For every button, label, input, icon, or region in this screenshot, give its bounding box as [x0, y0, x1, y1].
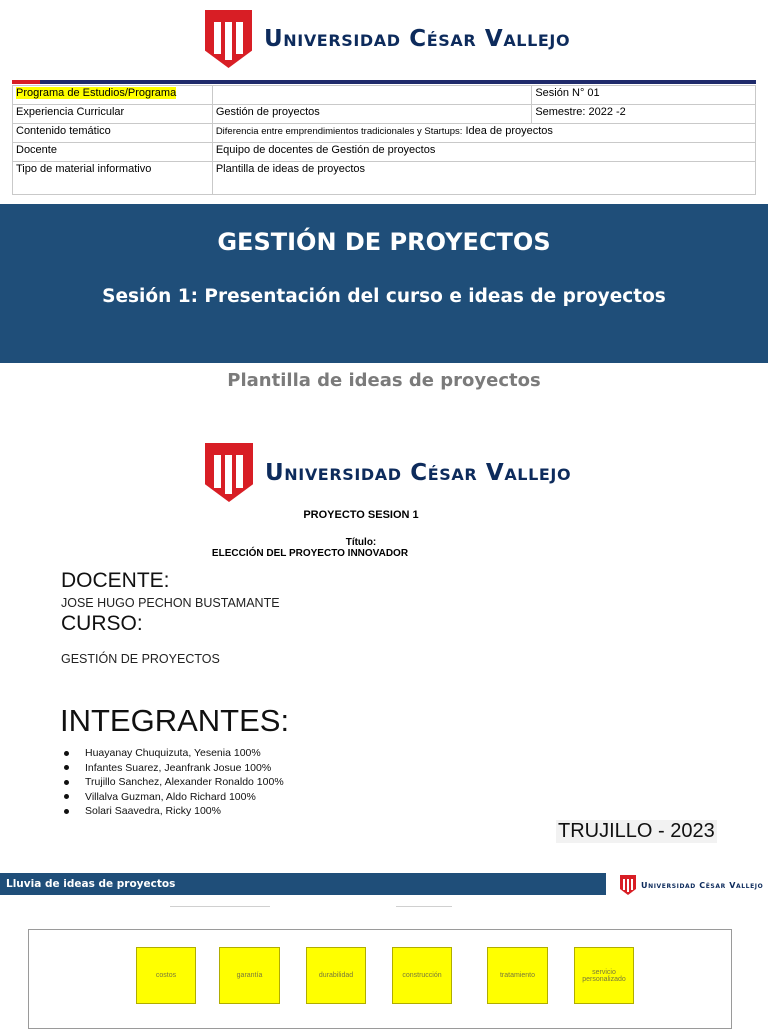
- content-value-2: Idea de proyectos: [465, 125, 553, 137]
- curso-name: GESTIÓN DE PROYECTOS: [61, 652, 220, 666]
- teacher-value: Equipo de docentes de Gestión de proyectos: [212, 143, 755, 162]
- teacher-label: Docente: [13, 143, 213, 162]
- table-row: [13, 162, 756, 195]
- curricular-value: Gestión de proyectos: [212, 105, 532, 124]
- template-title: Plantilla de ideas de proyectos: [227, 370, 541, 391]
- sticky-note: servicio personalizado: [574, 947, 634, 1004]
- curso-label: CURSO:: [61, 612, 143, 635]
- list-item: Solari Saavedra, Ricky 100%: [64, 804, 284, 819]
- title-label: Título:: [345, 537, 377, 548]
- sticky-note: costos: [136, 947, 196, 1004]
- list-item: Huayanay Chuquizuta, Yesenia 100%: [64, 746, 284, 761]
- table-row: [13, 143, 756, 162]
- project-heading: PROYECTO SESION 1: [303, 509, 419, 521]
- table-row: [13, 86, 756, 105]
- bullet-icon: [64, 794, 69, 799]
- banner-title: GESTIÓN DE PROYECTOS: [217, 228, 551, 256]
- university-logo-small: [620, 875, 763, 895]
- course-banner: [0, 204, 768, 363]
- list-item: Trujillo Sanchez, Alexander Ronaldo 100%: [64, 775, 284, 790]
- shield-icon: [620, 875, 636, 895]
- bullet-icon: [64, 809, 69, 814]
- header-red-strip: [12, 80, 40, 84]
- sticky-note: durabilidad: [306, 947, 366, 1004]
- material-value: Plantilla de ideas de proyectos: [212, 162, 755, 195]
- university-name: Universidad César Vallejo: [265, 459, 572, 486]
- divider: [170, 906, 270, 907]
- session-number: Sesión N° 01: [532, 86, 756, 105]
- university-name: Universidad César Vallejo: [264, 26, 571, 52]
- program-label: Programa de Estudios/Programa: [16, 87, 177, 99]
- docente-label: DOCENTE:: [61, 569, 170, 592]
- table-row: [13, 105, 756, 124]
- content-value: Diferencia entre emprendimientos tradicionales y Startups:: [215, 126, 463, 137]
- bullet-icon: [64, 780, 69, 785]
- city-year: TRUJILLO - 2023: [558, 820, 715, 842]
- university-logo-top: [205, 10, 570, 68]
- curricular-label: Experiencia Curricular: [13, 105, 213, 124]
- docente-name: JOSE HUGO PECHON BUSTAMANTE: [61, 596, 280, 610]
- course-info-table: [12, 85, 756, 195]
- title-value: ELECCIÓN DEL PROYECTO INNOVADOR: [211, 548, 409, 559]
- header-navy-strip: [40, 80, 756, 84]
- list-item: Infantes Suarez, Jeanfrank Josue 100%: [64, 761, 284, 776]
- material-label: Tipo de material informativo: [13, 162, 213, 195]
- sticky-note: construcción: [392, 947, 452, 1004]
- bullet-icon: [64, 765, 69, 770]
- bullet-icon: [64, 751, 69, 756]
- program-value: [212, 86, 532, 105]
- shield-icon: [205, 10, 252, 68]
- banner-subtitle: Sesión 1: Presentación del curso e ideas de proyectos: [102, 286, 666, 307]
- brainstorm-title-bar: Lluvia de ideas de proyectos: [0, 873, 606, 895]
- shield-icon: [205, 443, 253, 502]
- university-name: Universidad César Vallejo: [641, 880, 764, 890]
- university-logo-document: [205, 443, 571, 502]
- sticky-note: garantía: [219, 947, 280, 1004]
- members-list: [64, 746, 284, 819]
- semester-value: Semestre: 2022 -2: [532, 105, 756, 124]
- divider: [396, 906, 452, 907]
- list-item: Villalva Guzman, Aldo Richard 100%: [64, 790, 284, 805]
- table-row: [13, 124, 756, 143]
- sticky-note: tratamiento: [487, 947, 548, 1004]
- integrantes-label: INTEGRANTES:: [60, 703, 290, 738]
- content-label: Contenido temático: [13, 124, 213, 143]
